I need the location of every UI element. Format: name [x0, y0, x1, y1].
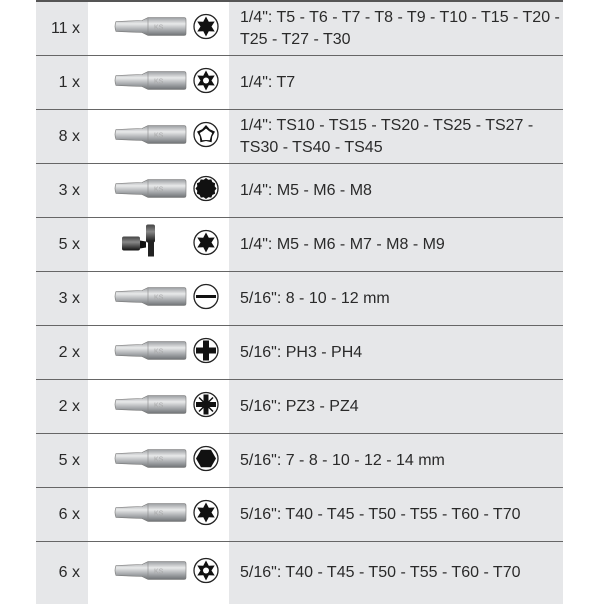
quantity: 8 x	[36, 110, 88, 163]
bit-image	[112, 175, 187, 206]
pozidriv-icon	[193, 391, 219, 422]
bit-image	[112, 558, 187, 589]
quantity: 2 x	[36, 326, 88, 379]
svg-text:KS: KS	[154, 402, 164, 409]
bit-sizes: 5/16": T40 - T45 - T50 - T55 - T60 - T70	[229, 542, 563, 604]
bit-image-cell	[88, 56, 229, 109]
svg-text:KS: KS	[154, 294, 164, 301]
table-row	[36, 164, 563, 218]
phillips-icon	[193, 337, 219, 368]
svg-text:KS: KS	[154, 186, 164, 193]
table-row	[36, 326, 563, 380]
quantity: 1 x	[36, 56, 88, 109]
bit-image-cell	[88, 542, 229, 604]
bit-sizes: 5/16": PH3 - PH4	[229, 326, 563, 379]
bit-image-cell	[88, 164, 229, 217]
bit-image-cell	[88, 272, 229, 325]
bit-image-cell	[88, 110, 229, 163]
torx-icon	[193, 13, 219, 44]
svg-text:KS: KS	[154, 132, 164, 139]
quantity: 5 x	[36, 218, 88, 271]
bit-image-cell	[88, 488, 229, 541]
bit-image	[112, 121, 187, 152]
hex-icon	[193, 445, 219, 476]
table-row	[36, 488, 563, 542]
torx-tamper-icon	[193, 558, 219, 589]
table-row	[36, 272, 563, 326]
table-row	[36, 542, 563, 604]
bit-image	[112, 222, 187, 267]
bit-image-cell	[88, 326, 229, 379]
table-row	[36, 110, 563, 164]
bit-image	[112, 391, 187, 422]
bit-image-cell	[88, 218, 229, 271]
table-row	[36, 218, 563, 272]
table-row	[36, 2, 563, 56]
slotted-icon	[193, 283, 219, 314]
bit-sizes: 1/4": T7	[229, 56, 563, 109]
svg-text:KS: KS	[154, 568, 164, 576]
quantity: 3 x	[36, 164, 88, 217]
quantity: 5 x	[36, 434, 88, 487]
bit-image-cell	[88, 380, 229, 433]
bit-sizes: 1/4": TS10 - TS15 - TS20 - TS25 - TS27 - TS30 - TS40 - TS45	[229, 110, 563, 163]
svg-text:KS: KS	[154, 24, 164, 31]
torx-tamper-icon	[193, 67, 219, 98]
bit-image	[112, 67, 187, 98]
bit-sizes: 5/16": T40 - T45 - T50 - T55 - T60 - T70	[229, 488, 563, 541]
quantity: 11 x	[36, 2, 88, 55]
torx-icon	[193, 499, 219, 530]
bit-sizes: 5/16": 7 - 8 - 10 - 12 - 14 mm	[229, 434, 563, 487]
bit-sizes: 5/16": 8 - 10 - 12 mm	[229, 272, 563, 325]
quantity: 2 x	[36, 380, 88, 433]
bit-image-cell	[88, 434, 229, 487]
svg-text:KS: KS	[154, 456, 164, 463]
bit-image	[112, 283, 187, 314]
bit-image	[112, 13, 187, 44]
svg-text:KS: KS	[154, 510, 164, 517]
bit-image-cell	[88, 2, 229, 55]
bit-set-table	[36, 0, 563, 604]
spline-icon	[193, 175, 219, 206]
quantity: 6 x	[36, 488, 88, 541]
bit-sizes: 5/16": PZ3 - PZ4	[229, 380, 563, 433]
table-row	[36, 434, 563, 488]
table-row	[36, 56, 563, 110]
quantity: 3 x	[36, 272, 88, 325]
bit-sizes: 1/4": T5 - T6 - T7 - T8 - T9 - T10 - T15 - T20 - T25 - T27 - T30	[229, 2, 563, 55]
bit-image	[112, 445, 187, 476]
quantity: 6 x	[36, 542, 88, 604]
svg-text:KS: KS	[154, 348, 164, 355]
bit-image	[112, 337, 187, 368]
table-row	[36, 380, 563, 434]
bit-sizes: 1/4": M5 - M6 - M7 - M8 - M9	[229, 218, 563, 271]
svg-text:KS: KS	[154, 78, 164, 85]
bit-sizes: 1/4": M5 - M6 - M8	[229, 164, 563, 217]
bit-image	[112, 499, 187, 530]
xzn-icon	[193, 229, 219, 260]
torx-plus-pentalobe-icon	[193, 121, 219, 152]
